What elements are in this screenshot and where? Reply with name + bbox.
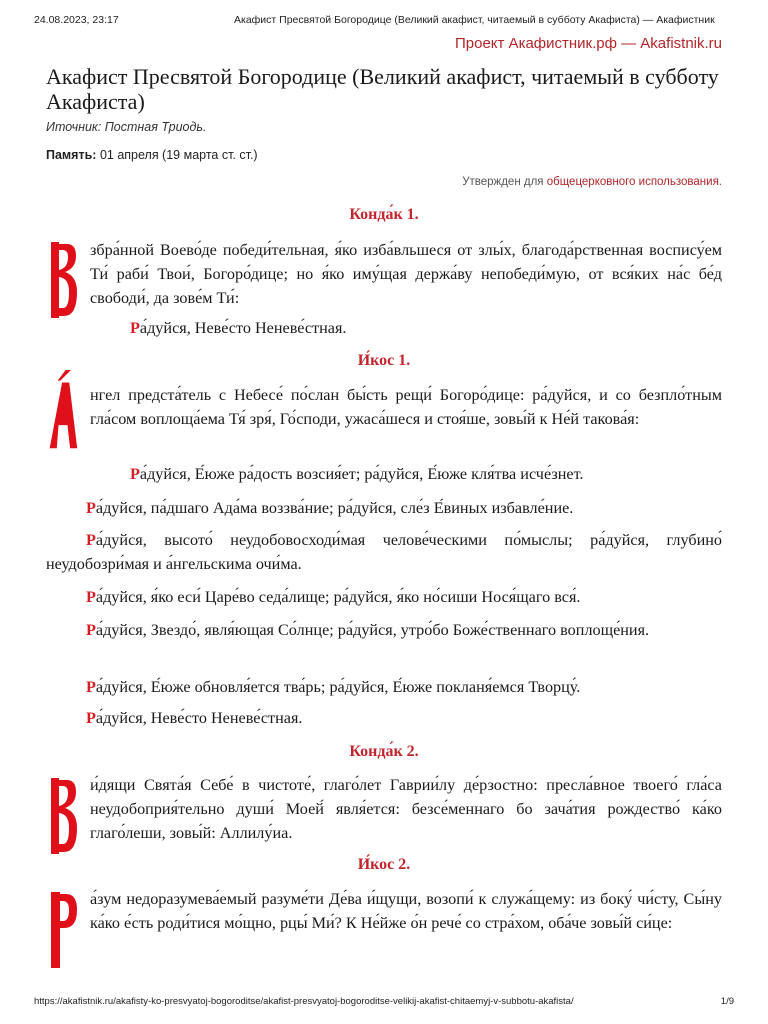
refrain-initial: Р (86, 531, 96, 549)
memory-value: 01 апреля (19 марта ст. ст.) (99, 148, 258, 162)
print-footer (34, 996, 734, 1010)
refrain-initial: Р (130, 465, 140, 483)
kondak-1-text: збра́нной Воево́де победи́тельная, я́ко изба́вльшеся от злы́х, благода́рственная воспису́ем Ти́ раби́ Твои́, Богоро́дице; но я́ко иму́щая держа́ву непобеди́мую, от вся́ких на́с бе́д свободи́, да зове́м Ти́: (90, 241, 722, 307)
refrain-initial: Р (86, 678, 96, 696)
section-heading: Конда́к 2. (349, 743, 419, 760)
refrain-text: а́дуйся, Е́юже ра́дость возсия́ет; ра́дуйся, Е́юже кля́тва исче́знет. (139, 465, 584, 483)
dropcap-v (46, 240, 80, 320)
refrain-text: а́дуйся, па́дшаго Ада́ма воззва́ние; ра́дуйся, сле́з Е́виных избавле́ние. (95, 499, 574, 517)
page-title: Акафист Пресвятой Богородице (Великий акафист, читаемый в субботу Акафиста) (46, 64, 719, 114)
refrain-initial: Р (86, 499, 96, 517)
refrain-text: а́дуйся, Е́юже обновля́ется тва́рь; ра́дуйся, Е́юже покланя́емся Творцу́. (95, 678, 581, 696)
chairetism (46, 675, 722, 699)
ikos-1-text: нгел предста́тель с Небесе́ по́слан бы́сть рещи́ Богоро́дице: ра́дуйся, и со безпло́тным гла́сом воплоща́ема Тя́ зря́, Го́споди, ужаса́шеся и стоя́ше, зовы́й к Не́й такова́я: (90, 386, 722, 428)
dropcap-a (46, 370, 80, 450)
dropcap-v (46, 776, 80, 856)
refrain-initial: Р (86, 588, 96, 606)
refrain-initial: Р (130, 319, 140, 337)
print-page-title: Акафист Пресвятой Богородице (Великий акафист, читаемый в субботу Акафиста) — Акафистник (234, 14, 715, 26)
refrain-line (130, 462, 583, 486)
print-datetime: 24.08.2023, 23:17 (34, 14, 119, 26)
section-heading: Конда́к 1. (349, 206, 419, 223)
dropcap-r (46, 890, 80, 970)
section-heading: И́кос 1. (357, 352, 411, 369)
approval-prefix: Утвержден для (462, 176, 547, 188)
ikos-2-text: а́зум недоразумева́емый разуме́ти Де́ва и́щущи, возопи́ к служа́щему: из боку́ чи́сту, Сы́ну ка́ко е́сть роди́тися мо́щно, рцы́ Ми́? К Не́йже о́н рече́ со стра́хом, оба́че зовы́й си́це: (90, 890, 722, 932)
refrain-text: а́дуйся, высото́ неудобовосходи́мая челове́ческими по́мыслы; ра́дуйся, глубино́ неудобозри́мая и а́нгельскима очи́ма. (46, 531, 722, 573)
refrain-initial: Р (86, 621, 96, 639)
page-number: 1/9 (720, 996, 734, 1007)
approval-note (462, 176, 722, 188)
refrain-text: а́дуйся, Неве́сто Неневе́стная. (139, 319, 347, 337)
refrain-line (130, 316, 346, 340)
chairetism (46, 496, 722, 520)
chairetism (46, 706, 722, 730)
source-note: Иточник: Постная Триодь. (46, 120, 207, 134)
refrain-text: а́дуйся, я́ко еси́ Царе́во седа́лище; ра́дуйся, я́ко но́сиши Нося́щаго вся́. (95, 588, 581, 606)
memory-label: Память: (46, 148, 97, 162)
site-link[interactable]: Проект Акафистник.рф — Akafistnik.ru (454, 35, 722, 52)
refrain-text: а́дуйся, Звездо́, явля́ющая Со́лнце; ра́дуйся, утро́бо Боже́ственнаго воплоще́ния. (95, 621, 650, 639)
refrain-initial: Р (86, 709, 96, 727)
memory-date (46, 148, 258, 162)
chairetism (46, 618, 722, 642)
chairetism (46, 528, 722, 576)
section-heading: И́кос 2. (357, 856, 411, 873)
footer-url: https://akafistnik.ru/akafisty-ko-presvyatoj-bogoroditse/akafist-presvyatoj-bogoroditse-velikij-akafist-chitaemyj-v-subbotu-akafista/ (34, 996, 574, 1007)
kondak-2-text: и́дящи Свята́я Себе́ в чистоте́, глаго́лет Гаврии́лу де́рзостно: пресла́вное твоего́ гла́са неудобоприя́тельно души́ Моей́ явля́ется: безсе́меннаго бо зача́тия рождество́ ка́ко глаго́леши, зовы́й: Аллилу́иа. (90, 776, 722, 842)
chairetism (46, 585, 722, 609)
approval-link[interactable]: общецерковного использования. (546, 176, 722, 188)
print-header (34, 14, 734, 28)
refrain-text: а́дуйся, Неве́сто Неневе́стная. (95, 709, 303, 727)
